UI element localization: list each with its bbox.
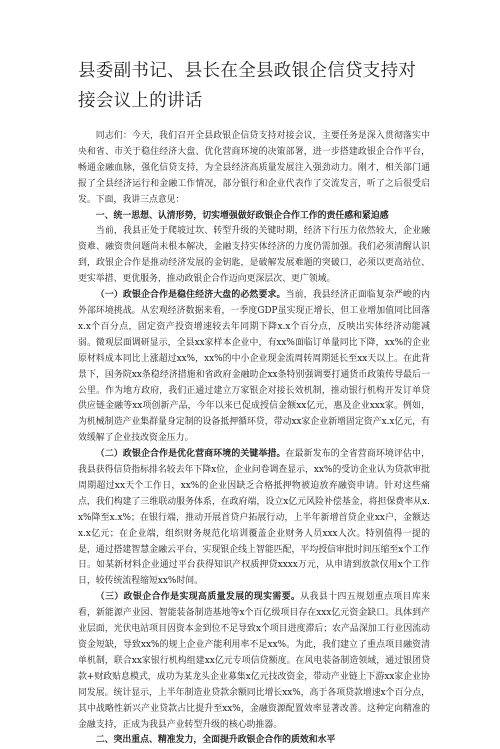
subsection-2-paragraph xyxy=(78,447,430,590)
page-title: 县委副书记、县长在全县政银企信贷支持对接会议上的讲话 xyxy=(78,61,417,111)
section-1-paragraph: 当前，我县正处于爬坡过坎、转型升级的关键时期，经济下行压力依然较大，企业融资难、融资贵问题尚未根本解决，金融支持实体经济的力度仍需加强。我们必须清醒认识到，政银企合作是推动经济发展的金钥匙，是破解发展难题的突破口，必须以更高站位、更实举措、更优服务，推动政银企合作迈向更深层次、更广领域。 xyxy=(78,226,430,285)
subsection-3-paragraph xyxy=(78,590,430,733)
subsection-2-body: 在最新发布的全省营商环境评估中，我县获得信贷指标排名较去年下降x位，企业问卷调查显示，xx%的受访企业认为贷款审批周期超过xx天个工作日，xx%的企业因缺乏合格抵押物被迫放弃融资申请。针对这些痛点，我们构建了三维联动服务体系，在政府端，设立x亿元风险补偿基金，将担保费率从x.x%降至x.x%；在银行端，推动开展首贷户拓展行动，上半年新增首贷企业xx户，金额达x.x亿元；在企业端，组织财务规范化培训覆盖企业财务人员xxx人次。特别值得一提的是，通过搭建智慧金融云平台，实现银企线上智能匹配，平均授信审批时间压缩至x个工作日。如某新材料企业通过平台获得知识产权质押贷xxxx万元，从申请到放款仅用x个工作日，较传统流程缩短xx%时间。 xyxy=(78,449,431,587)
subsection-1-body: 当前，我县经济正面临复杂严峻的内外部环境挑战。从宏观经济数据来看，一季度GDP虽实现正增长，但工业增加值同比回落x.x个百分点，固定资产投资增速较去年同期下降x.x个百分点，反映出实体经济动能减弱。微观层面调研显示，全县xx家样本企业中，有xx%面临订单量同比下降，xx%的企业原材料成本同比上涨超过xx%，xx%的中小企业现金流周转周期延长至xx天以上。在此背景下，国务院xx条稳经济措施和省政府金融助企xx条特别强调要打通货币政策传导最后一公里。作为地方政府，我们正通过建立万家银企对接长效机制，推动银行机构开发订单贷供应链金融等xx项创新产品，今年以来已促成授信金额xx亿元，惠及企业xxx家。例如，为机械制造产业集群量身定制的设备抵押循环贷，带动xx家企业新增固定资产x.x亿元，有效缓解了企业技改资金压力。 xyxy=(78,290,431,444)
subsection-3-body: 从我县十四五规划重点项目库来看，新能源产业园、智能装备制造基地等x个百亿级项目存在xxx亿元资金缺口。具体到产业层面，光伏电站项目因资本金到位不足导致x个项目进度滞后；农产品深加工行业因流动资金短缺，导致xx%的规上企业产能利用率不足xx%。为此，我们建立了重点项目融资清单机制，联合xx家银行机构组建xx亿元专项信贷额度。在风电装备制造领域，通过银团贷款+财政贴息模式，成功为某龙头企业募集x亿元技改资金，带动产业链上下游xx家企业协同发展。统计显示，上半年制造业贷款余额同比增长xx%，高于各项贷款增速x个百分点，其中战略性新兴产业贷款占比提升至xx%，金融资源配置效率显著改善。这种定向精准的金融支持，正成为我县产业转型升级的核心助推器。 xyxy=(78,592,431,730)
greeting-paragraph: 同志们：今天，我们召开全县政银企信贷支持对接会议，主要任务是深入贯彻落实中央和省、市关于稳住经济大盘、优化营商环境的决策部署，进一步搭建政银企合作平台，畅通金融血脉，强化信贷支持，为全县经济高质量发展注入强劲动力。刚才，相关部门通报了全县经济运行和金融工作情况，部分银行和企业代表作了交流发言，听了之后很受启发。下面，我讲三点意见： xyxy=(78,131,430,205)
subsection-1-paragraph xyxy=(78,288,430,447)
subsection-3-lead: （三）政银企合作是实现高质量发展的现实需要。 xyxy=(95,592,301,603)
section-heading-2: 二、突出重点、精准发力，全面提升政银企合作的质效和水平 xyxy=(95,735,336,746)
subsection-1-lead: （一）政银企合作是稳住经济大盘的必然要求。 xyxy=(95,290,286,301)
section-heading-1: 一、统一思想、认清形势，切实增强做好政银企合作工作的责任感和紧迫感 xyxy=(95,210,389,221)
subsection-2-lead: （二）政银企合作是优化营商环境的关键举措。 xyxy=(95,449,286,460)
